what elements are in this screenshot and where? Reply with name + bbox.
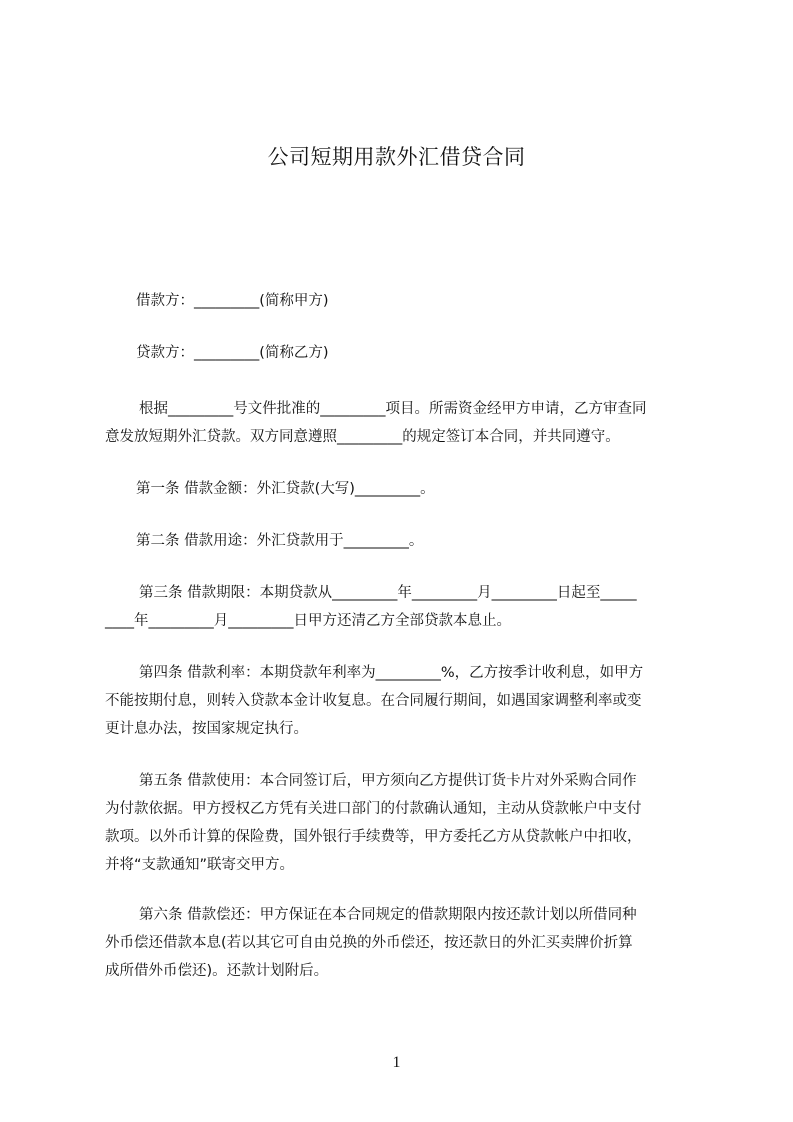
lender-line xyxy=(136,339,731,367)
article-3-line: 第三条 借款期限：本期贷款从_________年_________月_________日起至_____ xyxy=(139,585,637,601)
article-4-line: 不能按期付息，则转入贷款本金计收复息。在合同履行期间，如遇国家调整利率或变 xyxy=(105,693,642,709)
article-6-line: 成所借外币偿还)。还款计划附后。 xyxy=(105,963,329,979)
article-3 xyxy=(105,579,700,635)
preamble-paragraph xyxy=(105,395,700,451)
article-4 xyxy=(105,659,700,743)
preamble-line: 根据_________号文件批准的_________项目。所需资金经甲方申请，乙方审查同 xyxy=(139,401,647,417)
article-4-line: 第四条 借款利率：本期贷款年利率为_________%，乙方按季计收利息，如甲方 xyxy=(139,665,644,681)
article-6-line: 第六条 借款偿还：甲方保证在本合同规定的借款期限内按还款计划以所借同种 xyxy=(139,907,637,923)
page-title: 公司短期用款外汇借贷合同 xyxy=(267,145,526,169)
article-5-line: 第五条 借款使用：本合同签订后，甲方须向乙方提供订货卡片对外采购合同作 xyxy=(139,773,637,789)
article-1-line: 第一条 借款金额：外汇贷款(大写)_________。 xyxy=(136,481,435,497)
article-3-line: ____年_________月_________日甲方还清乙方全部贷款本息止。 xyxy=(105,613,511,629)
preamble-line: 意发放短期外汇贷款。双方同意遵照_________的规定签订本合同，并共同遵守。 xyxy=(105,429,620,445)
lender-text: 贷款方：_________(简称乙方) xyxy=(136,345,329,361)
article-6 xyxy=(105,901,700,985)
article-5-line: 为付款依据。甲方授权乙方凭有关进口部门的付款确认通知，主动从贷款帐户中支付 xyxy=(105,801,642,817)
page-number: 1 xyxy=(392,1054,401,1071)
article-2 xyxy=(105,527,700,555)
article-5-line: 款项。以外币计算的保险费，国外银行手续费等，甲方委托乙方从贷款帐户中扣收， xyxy=(105,829,642,845)
borrower-text: 借款方：_________(简称甲方) xyxy=(136,293,329,309)
article-5 xyxy=(105,767,700,879)
article-6-line: 外币偿还借款本息(若以其它可自由兑换的外币偿还，按还款日的外汇买卖牌价折算 xyxy=(105,935,633,951)
article-4-line: 更计息办法，按国家规定执行。 xyxy=(105,721,308,737)
article-1 xyxy=(105,475,700,503)
article-5-line: 并将“支款通知”联寄交甲方。 xyxy=(105,857,295,873)
borrower-line xyxy=(136,287,731,315)
article-2-line: 第二条 借款用途：外汇贷款用于_________。 xyxy=(136,533,424,549)
